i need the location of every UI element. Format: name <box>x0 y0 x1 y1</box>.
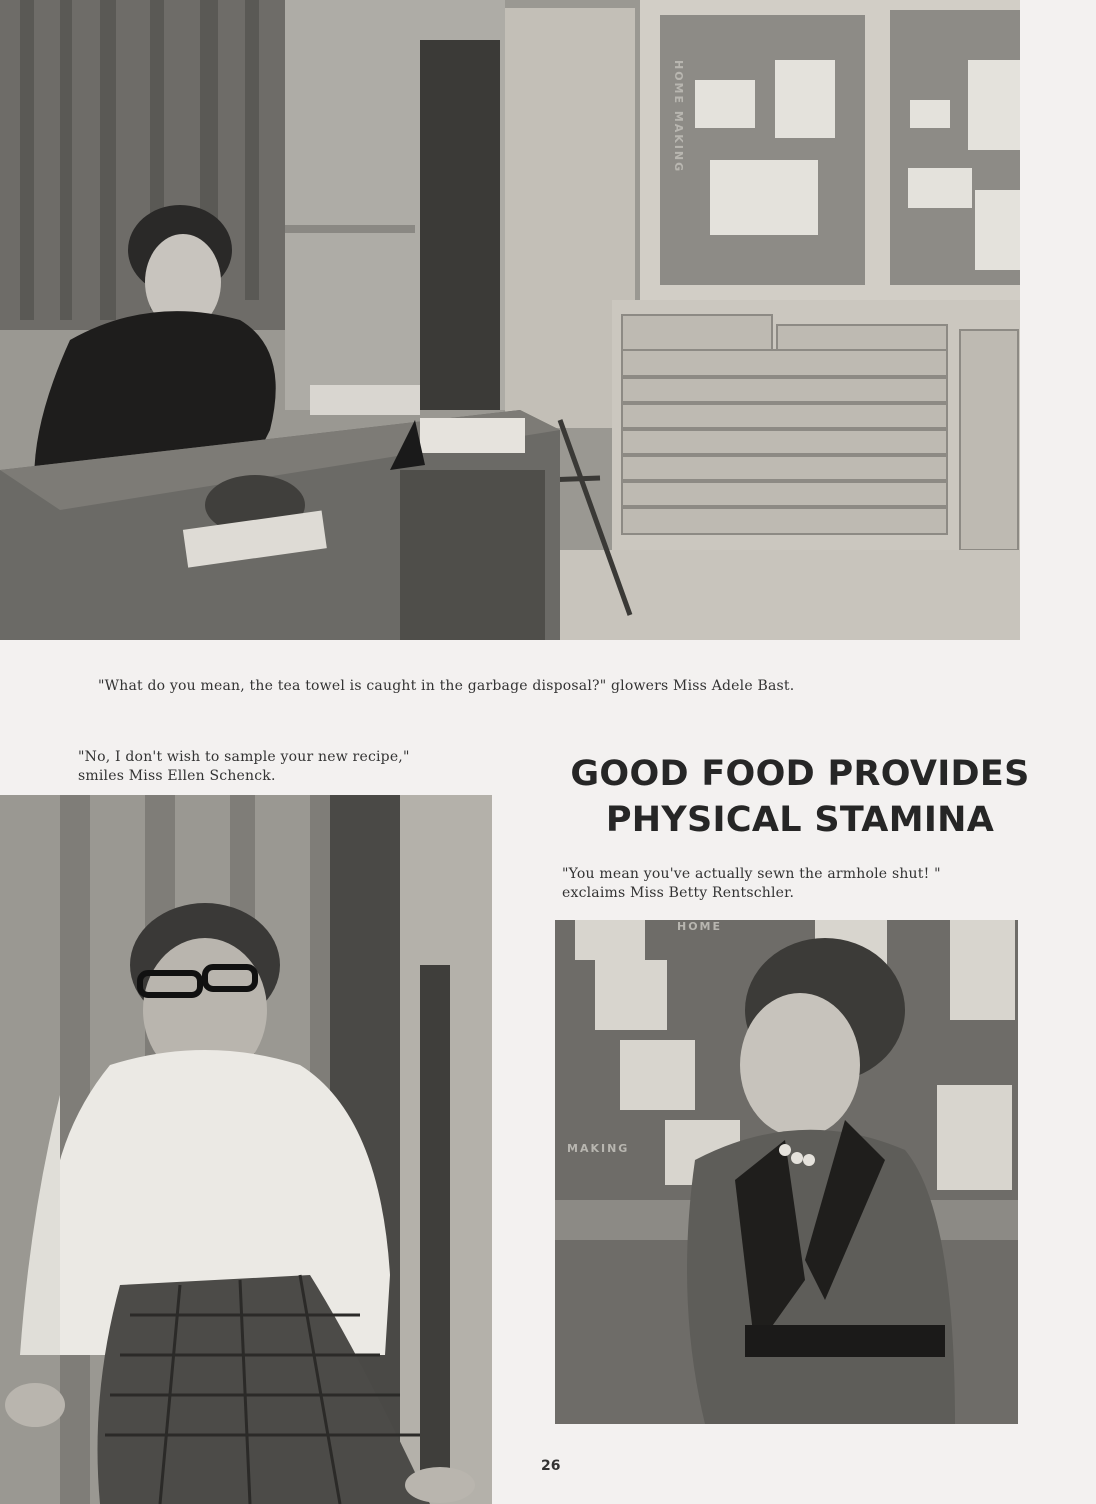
caption-ellen-schenck: "No, I don't wish to sample your new recipe," smiles Miss Ellen Schenck. <box>78 749 410 784</box>
board-sign-home: HOME <box>677 920 723 933</box>
board-sign-home-making: HOME MAKING <box>672 60 685 174</box>
photo-teacher-with-glasses <box>0 795 492 1504</box>
page-headline: GOOD FOOD PROVIDES PHYSICAL STAMINA <box>570 754 1030 841</box>
board-sign-making: MAKING <box>567 1142 630 1155</box>
photo-teacher-smiling <box>555 920 1018 1424</box>
caption-adele-bast: "What do you mean, the tea towel is caught in the garbage disposal?" glowers Miss Adele Bast. <box>98 678 795 694</box>
photo-teacher-at-desk <box>0 0 1020 640</box>
caption-betty-rentschler: "You mean you've actually sewn the armhole shut! " exclaims Miss Betty Rentschler. <box>562 866 941 901</box>
page-number: 26 <box>541 1458 561 1474</box>
